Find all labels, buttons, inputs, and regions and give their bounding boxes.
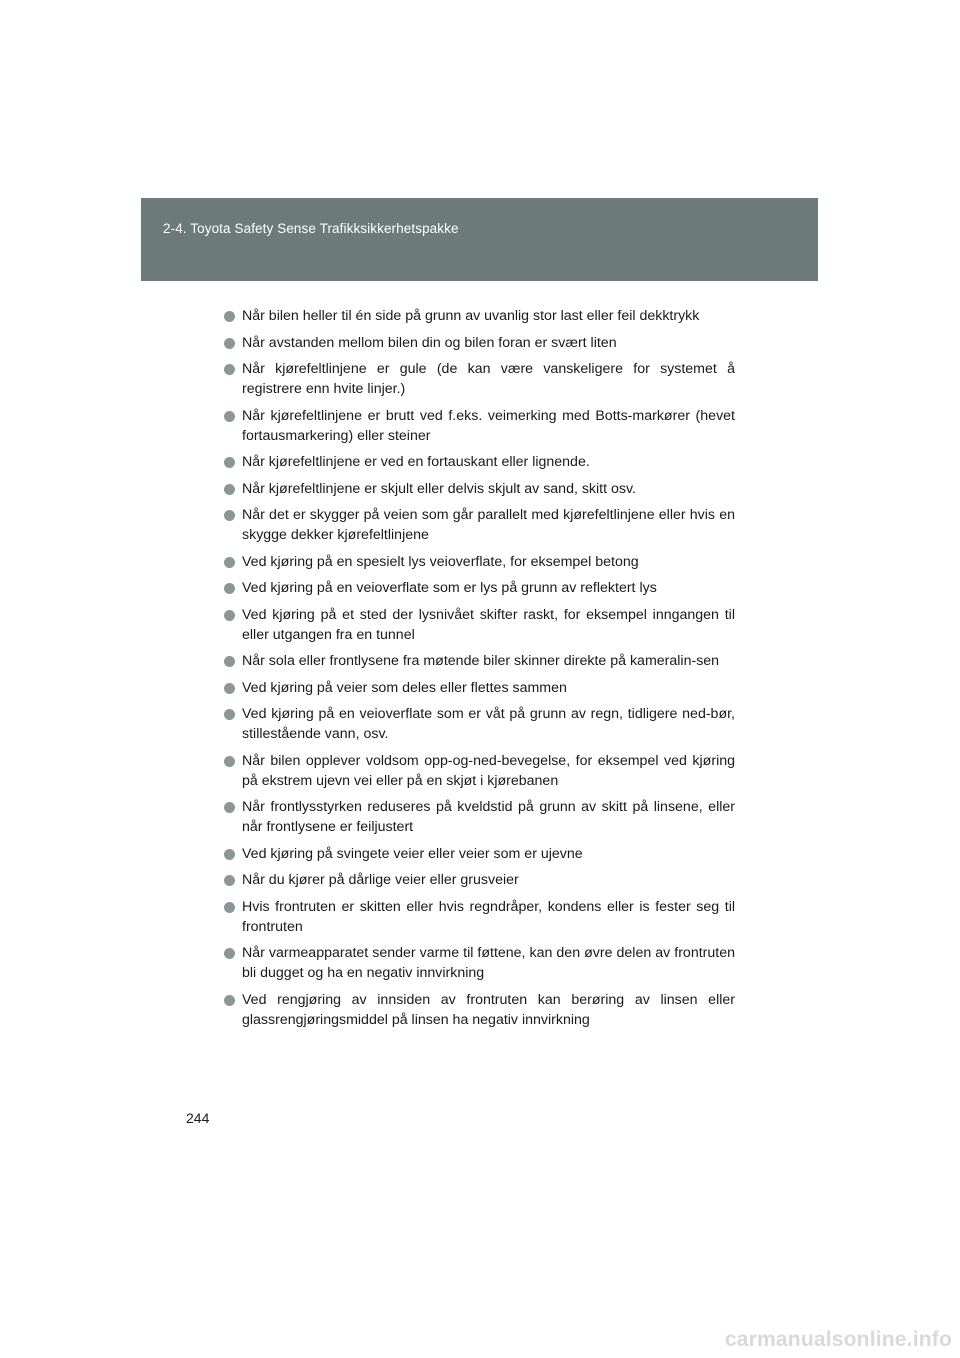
bullet-dot-icon bbox=[224, 802, 235, 813]
list-item-text: Når avstanden mellom bilen din og bilen foran er svært liten bbox=[242, 334, 617, 351]
list-item bbox=[222, 333, 735, 353]
bullet-dot-icon bbox=[224, 338, 235, 349]
list-item bbox=[222, 678, 735, 698]
page-number: 244 bbox=[186, 1110, 210, 1126]
section-header-band bbox=[141, 198, 818, 281]
list-item bbox=[222, 359, 735, 399]
bullet-dot-icon bbox=[224, 656, 235, 667]
list-item-text: Når sola eller frontlysene fra møtende biler skinner direkte på kameralin-sen bbox=[242, 653, 720, 669]
bullet-dot-icon bbox=[224, 457, 235, 468]
list-item bbox=[222, 552, 735, 572]
list-item-text: Ved kjøring på en spesielt lys veioverflate, for eksempel betong bbox=[242, 553, 639, 570]
list-item bbox=[222, 897, 735, 937]
list-item bbox=[222, 406, 735, 446]
list-item bbox=[222, 990, 735, 1030]
list-item-text: Når du kjører på dårlige veier eller grusveier bbox=[242, 872, 519, 888]
bullet-dot-icon bbox=[224, 583, 235, 594]
list-item-text: Ved kjøring på en veioverflate som er våt på grunn av regn, tidligere ned-bør, stillestående vann, osv. bbox=[242, 706, 735, 742]
list-item bbox=[222, 870, 735, 890]
bullet-dot-icon bbox=[224, 756, 235, 767]
bullet-dot-icon bbox=[224, 849, 235, 860]
list-item bbox=[222, 505, 735, 545]
list-item bbox=[222, 479, 735, 499]
list-item-text: Når kjørefeltlinjene er brutt ved f.eks. veimerking med Botts-markører (hevet fortausmarkering) eller steiner bbox=[242, 407, 735, 444]
bullet-dot-icon bbox=[224, 995, 235, 1006]
bullet-list bbox=[222, 306, 735, 1036]
bullet-dot-icon bbox=[224, 364, 235, 375]
section-title: 2-4. Toyota Safety Sense Trafikksikkerhetspakke bbox=[163, 221, 459, 236]
list-item-text: Hvis frontruten er skitten eller hvis regndråper, kondens eller is fester seg til frontruten bbox=[242, 898, 735, 935]
list-item bbox=[222, 797, 735, 837]
bullet-dot-icon bbox=[224, 484, 235, 495]
bullet-dot-icon bbox=[224, 311, 235, 322]
list-item bbox=[222, 751, 735, 791]
bullet-dot-icon bbox=[224, 411, 235, 422]
list-item-text: Ved kjøring på et sted der lysnivået skifter raskt, for eksempel inngangen til eller utgangen fra en tunnel bbox=[242, 606, 735, 643]
bullet-dot-icon bbox=[224, 875, 235, 886]
list-item-text: Når frontlysstyrken reduseres på kveldstid på grunn av skitt på linsene, eller når frontlysene er feiljustert bbox=[242, 799, 735, 835]
list-item bbox=[222, 452, 735, 472]
list-item-text: Når varmeapparatet sender varme til føttene, kan den øvre delen av frontruten bli dugget og ha en negativ innvirkning bbox=[242, 945, 735, 981]
list-item bbox=[222, 844, 735, 864]
bullet-dot-icon bbox=[224, 510, 235, 521]
list-item-text: Ved kjøring på veier som deles eller flettes sammen bbox=[242, 679, 567, 696]
list-item bbox=[222, 306, 735, 326]
bullet-dot-icon bbox=[224, 683, 235, 694]
list-item-text: Ved rengjøring av innsiden av frontruten kan berøring av linsen eller glassrengjøringsmiddel på linsen ha negativ innvirkning bbox=[242, 991, 735, 1028]
list-item-text: Når bilen opplever voldsom opp-og-ned-bevegelse, for eksempel ved kjøring på ekstrem ujevn vei eller på en skjøt i kjørebanen bbox=[242, 752, 735, 789]
list-item-text: Ved kjøring på en veioverflate som er lys på grunn av reflektert lys bbox=[242, 580, 657, 596]
list-item bbox=[222, 704, 735, 744]
bullet-dot-icon bbox=[224, 709, 235, 720]
list-item-text: Når kjørefeltlinjene er gule (de kan være vanskeligere for systemet å registrere enn hvite linjer.) bbox=[242, 361, 735, 397]
bullet-dot-icon bbox=[224, 902, 235, 913]
list-item-text: Når bilen heller til én side på grunn av uvanlig stor last eller feil dekktrykk bbox=[242, 308, 700, 324]
list-item bbox=[222, 651, 735, 671]
list-item bbox=[222, 943, 735, 983]
watermark-logo: carmanualsonline.info bbox=[724, 1328, 952, 1351]
list-item bbox=[222, 605, 735, 645]
list-item-text: Ved kjøring på svingete veier eller veier som er ujevne bbox=[242, 845, 583, 862]
bullet-dot-icon bbox=[224, 610, 235, 621]
bullet-dot-icon bbox=[224, 948, 235, 959]
list-item-text: Når det er skygger på veien som går parallelt med kjørefeltlinjene eller hvis en skygge dekker kjørefeltlinjene bbox=[242, 507, 735, 543]
list-item-text: Når kjørefeltlinjene er skjult eller delvis skjult av sand, skitt osv. bbox=[242, 480, 636, 497]
list-item bbox=[222, 578, 735, 598]
bullet-dot-icon bbox=[224, 557, 235, 568]
list-item-text: Når kjørefeltlinjene er ved en fortauskant eller lignende. bbox=[242, 454, 590, 470]
